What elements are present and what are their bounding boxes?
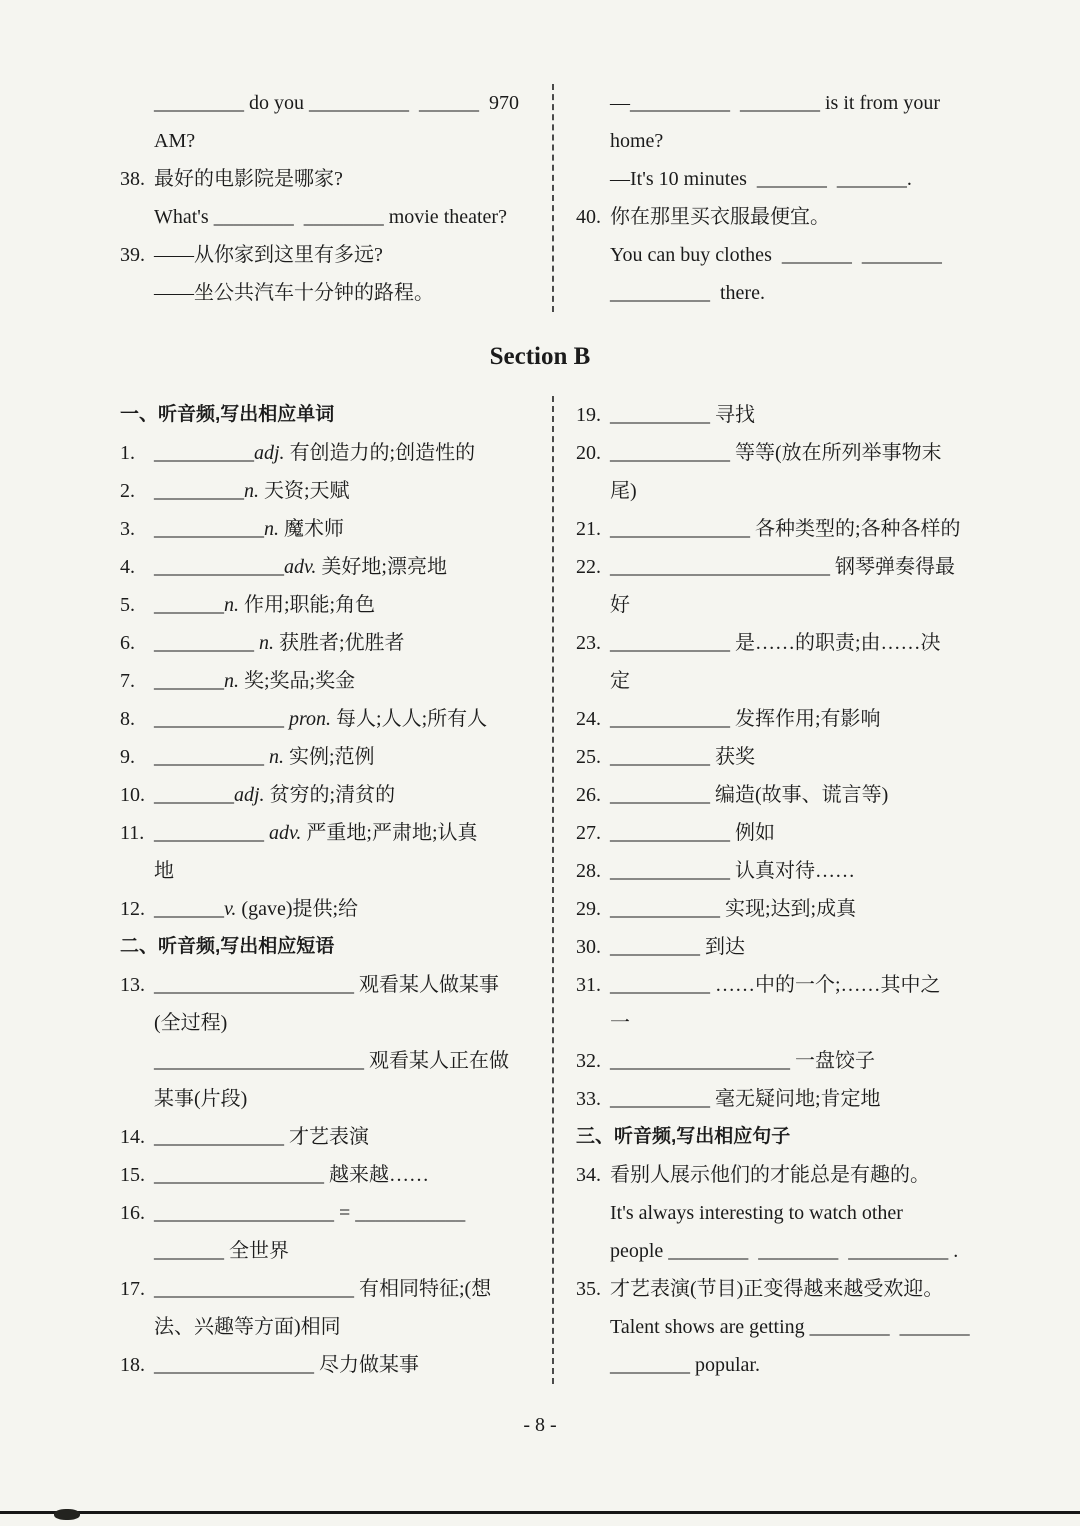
item-line: [576, 890, 992, 928]
item-line: [576, 434, 992, 472]
text-segment: (全过程): [154, 1012, 228, 1034]
item-line: [576, 700, 992, 738]
exercise-item: [576, 84, 992, 160]
section-b-left-column: [120, 396, 552, 1384]
exercise-item: [120, 776, 536, 814]
part-of-speech-label: adj.: [234, 784, 265, 806]
item-number: 15.: [120, 1164, 145, 1186]
item-line: [576, 738, 992, 776]
text-segment: ____________________ 有相同特征;(想: [154, 1278, 492, 1300]
item-line: [576, 84, 992, 122]
text-segment: 严重地;严肃地;认真: [301, 822, 478, 844]
exercise-item: [120, 966, 536, 1118]
text-segment: 最好的电影院是哪家?: [154, 168, 343, 190]
exercise-item: [576, 1156, 992, 1270]
exercise-item: [576, 814, 992, 852]
exercise-item: [576, 396, 992, 434]
item-line: [576, 1270, 992, 1308]
item-line: [120, 236, 536, 274]
exercise-item: [576, 700, 992, 738]
item-line: [120, 776, 536, 814]
item-number: 40.: [576, 206, 601, 228]
part-of-speech-label: n.: [244, 480, 259, 502]
exercise-item: [576, 890, 992, 928]
exercise-item: [576, 548, 992, 624]
part-of-speech-label: adj.: [254, 442, 285, 464]
text-segment: 实例;范例: [284, 746, 375, 768]
text-segment: ——坐公共汽车十分钟的路程。: [154, 282, 434, 304]
item-number: 5.: [120, 594, 135, 616]
item-line: [120, 624, 536, 662]
item-line: [576, 1118, 992, 1156]
item-continuation-line: [576, 1346, 992, 1384]
part-of-speech-label: adv.: [269, 822, 302, 844]
item-number: 34.: [576, 1164, 601, 1186]
exercise-item: [576, 1080, 992, 1118]
text-segment: ____________ 发挥作用;有影响: [610, 708, 881, 730]
text-segment: __________ 寻找: [610, 404, 755, 426]
item-line: [120, 1346, 536, 1384]
exercise-item: [576, 1042, 992, 1080]
item-number: 21.: [576, 518, 601, 540]
text-segment: 三、听音频,写出相应句子: [576, 1126, 791, 1147]
part-of-speech-label: n.: [264, 518, 279, 540]
text-segment: __________ there.: [610, 282, 765, 304]
item-continuation-line: [576, 1308, 992, 1346]
item-number: 30.: [576, 936, 601, 958]
text-segment: 奖;奖品;奖金: [239, 670, 356, 692]
item-line: [120, 928, 536, 966]
item-continuation-line: [120, 122, 536, 160]
section-b-right-column: [554, 396, 992, 1384]
item-continuation-line: [576, 1194, 992, 1232]
item-line: [576, 198, 992, 236]
exercise-item: [120, 700, 536, 738]
text-segment: ____________________ 观看某人做某事: [154, 974, 499, 996]
text-segment: (gave)提供;给: [236, 898, 359, 920]
text-segment: —__________ ________ is it from your: [610, 92, 940, 114]
text-segment: _______: [154, 898, 224, 920]
text-segment: 天资;天赋: [259, 480, 350, 502]
item-number: 13.: [120, 974, 145, 996]
page-number: - 8 -: [523, 1414, 557, 1436]
exercise-item: [120, 510, 536, 548]
exercise-item: [120, 890, 536, 928]
item-number: 38.: [120, 168, 145, 190]
text-segment: __________: [154, 442, 254, 464]
exercise-item: [576, 966, 992, 1042]
item-line: [576, 548, 992, 586]
exercise-item: [120, 586, 536, 624]
item-number: 8.: [120, 708, 135, 730]
item-number: 18.: [120, 1354, 145, 1376]
item-continuation-line: [120, 1308, 536, 1346]
item-line: [120, 966, 536, 1004]
text-segment: ______________ 各种类型的;各种各样的: [610, 518, 961, 540]
exercise-item: [120, 548, 536, 586]
text-segment: _________ 到达: [610, 936, 745, 958]
exercise-item: [120, 84, 536, 160]
item-continuation-line: [576, 122, 992, 160]
text-segment: 尾): [610, 480, 637, 502]
text-segment: You can buy clothes _______ ________: [610, 244, 942, 266]
item-line: [576, 776, 992, 814]
exercise-item: [120, 1118, 536, 1156]
subsection-heading: [120, 928, 536, 966]
text-segment: ___________: [154, 518, 264, 540]
text-segment: AM?: [154, 130, 196, 152]
part-of-speech-label: n.: [259, 632, 274, 654]
item-number: 29.: [576, 898, 601, 920]
item-number: 6.: [120, 632, 135, 654]
text-segment: ——从你家到这里有多远?: [154, 244, 383, 266]
exercise-item: [576, 198, 992, 312]
item-number: 35.: [576, 1278, 601, 1300]
item-continuation-line: [120, 274, 536, 312]
text-segment: _____________: [154, 708, 289, 730]
top-left-column: [120, 84, 552, 312]
scan-edge-artifact: [0, 1511, 1080, 1514]
item-number: 19.: [576, 404, 601, 426]
text-segment: ________ popular.: [610, 1354, 760, 1376]
text-segment: ___________: [154, 746, 269, 768]
subsection-heading: [120, 396, 536, 434]
item-continuation-line: [576, 662, 992, 700]
item-number: 10.: [120, 784, 145, 806]
item-number: 4.: [120, 556, 135, 578]
item-line: [120, 1118, 536, 1156]
part-of-speech-label: v.: [224, 898, 237, 920]
text-segment: 作用;职能;角色: [239, 594, 376, 616]
exercise-item: [120, 624, 536, 662]
item-line: [120, 662, 536, 700]
item-number: 25.: [576, 746, 601, 768]
item-line: [120, 472, 536, 510]
item-line: [120, 396, 536, 434]
exercise-item: [576, 624, 992, 700]
item-line: [120, 890, 536, 928]
text-segment: _________________ 越来越……: [154, 1164, 429, 1186]
item-line: [120, 586, 536, 624]
item-line: [576, 624, 992, 662]
text-segment: _______ 全世界: [154, 1240, 289, 1262]
text-segment: __________________ = ___________: [154, 1202, 466, 1224]
item-number: 26.: [576, 784, 601, 806]
text-segment: _____________ 才艺表演: [154, 1126, 369, 1148]
text-segment: What's ________ ________ movie theater?: [154, 206, 507, 228]
part-of-speech-label: n.: [224, 594, 239, 616]
item-number: 28.: [576, 860, 601, 882]
exercise-item: [576, 738, 992, 776]
item-number: 17.: [120, 1278, 145, 1300]
item-line: [576, 1156, 992, 1194]
text-segment: home?: [610, 130, 664, 152]
item-line: [576, 966, 992, 1004]
item-line: [120, 84, 536, 122]
exercise-item: [120, 236, 536, 312]
item-line: [576, 510, 992, 548]
item-continuation-line: [120, 852, 536, 890]
item-line: [120, 160, 536, 198]
exercise-item: [120, 472, 536, 510]
exercise-item: [120, 160, 536, 236]
text-segment: 获胜者;优胜者: [274, 632, 405, 654]
part-of-speech-label: pron.: [289, 708, 332, 730]
item-line: [576, 1080, 992, 1118]
item-line: [576, 852, 992, 890]
item-line: [576, 1042, 992, 1080]
item-number: 2.: [120, 480, 135, 502]
exercise-item: [576, 852, 992, 890]
exercise-item: [120, 1194, 536, 1270]
exercise-item: [576, 510, 992, 548]
top-exercise-section: [120, 84, 992, 312]
text-segment: ____________ 等等(放在所列举事物末: [610, 442, 942, 464]
text-segment: 一、听音频,写出相应单词: [120, 404, 335, 425]
scan-smudge-artifact: [54, 1509, 80, 1520]
item-number: 16.: [120, 1202, 145, 1224]
item-continuation-line: [576, 274, 992, 312]
item-continuation-line: [120, 1042, 536, 1080]
text-segment: It's always interesting to watch other: [610, 1202, 903, 1224]
text-segment: Talent shows are getting ________ _______: [610, 1316, 970, 1338]
exercise-item: [576, 1270, 992, 1384]
exercise-item: [120, 434, 536, 472]
text-segment: 好: [610, 594, 630, 616]
item-number: 22.: [576, 556, 601, 578]
text-segment: 你在那里买衣服最便宜。: [610, 206, 830, 228]
text-segment: ________________ 尽力做某事: [154, 1354, 419, 1376]
text-segment: 定: [610, 670, 630, 692]
text-segment: __________________ 一盘饺子: [610, 1050, 875, 1072]
text-segment: _______: [154, 594, 224, 616]
item-continuation-line: [576, 1004, 992, 1042]
item-line: [120, 510, 536, 548]
exercise-item: [120, 662, 536, 700]
item-line: [120, 1270, 536, 1308]
text-segment: ____________ 例如: [610, 822, 775, 844]
item-line: [120, 548, 536, 586]
text-segment: 二、听音频,写出相应短语: [120, 936, 335, 957]
text-segment: __________: [154, 632, 259, 654]
text-segment: 法、兴趣等方面)相同: [154, 1316, 341, 1338]
text-segment: 每人;人人;所有人: [331, 708, 488, 730]
item-line: [576, 814, 992, 852]
item-number: 32.: [576, 1050, 601, 1072]
item-continuation-line: [576, 586, 992, 624]
item-continuation-line: [120, 1004, 536, 1042]
text-segment: _____________: [154, 556, 284, 578]
exercise-item: [120, 814, 536, 890]
text-segment: —It's 10 minutes _______ _______.: [610, 168, 912, 190]
text-segment: _________: [154, 480, 244, 502]
text-segment: 一: [610, 1012, 630, 1034]
exercise-item: [576, 928, 992, 966]
item-number: 1.: [120, 442, 135, 464]
text-segment: __________ ……中的一个;……其中之: [610, 974, 941, 996]
exercise-item: [120, 1270, 536, 1346]
text-segment: _______: [154, 670, 224, 692]
item-number: 33.: [576, 1088, 601, 1110]
text-segment: __________ 毫无疑问地;肯定地: [610, 1088, 881, 1110]
item-continuation-line: [120, 1080, 536, 1118]
text-segment: _____________________ 观看某人正在做: [154, 1050, 509, 1072]
text-segment: 地: [154, 860, 174, 882]
item-line: [576, 928, 992, 966]
item-line: [576, 396, 992, 434]
item-line: [120, 1156, 536, 1194]
item-number: 12.: [120, 898, 145, 920]
item-number: 27.: [576, 822, 601, 844]
item-line: [120, 434, 536, 472]
exercise-item: [120, 738, 536, 776]
part-of-speech-label: n.: [224, 670, 239, 692]
item-line: [120, 738, 536, 776]
exercise-item: [576, 434, 992, 510]
item-continuation-line: [120, 198, 536, 236]
text-segment: ___________: [154, 822, 269, 844]
text-segment: 某事(片段): [154, 1088, 248, 1110]
item-number: 20.: [576, 442, 601, 464]
text-segment: 看别人展示他们的才能总是有趣的。: [610, 1164, 930, 1186]
item-continuation-line: [576, 236, 992, 274]
item-line: [576, 160, 992, 198]
exercise-item: [576, 160, 992, 198]
exercise-item: [120, 1156, 536, 1194]
text-segment: 魔术师: [279, 518, 344, 540]
item-number: 24.: [576, 708, 601, 730]
item-number: 11.: [120, 822, 145, 844]
item-line: [120, 700, 536, 738]
item-number: 9.: [120, 746, 135, 768]
text-segment: ______________________ 钢琴弹奏得最: [610, 556, 955, 578]
item-continuation-line: [576, 472, 992, 510]
text-segment: ___________ 实现;达到;成真: [610, 898, 857, 920]
item-line: [120, 814, 536, 852]
top-right-column: [554, 84, 992, 312]
item-number: 3.: [120, 518, 135, 540]
text-segment: 有创造力的;创造性的: [284, 442, 476, 464]
text-segment: __________ 编造(故事、谎言等): [610, 784, 889, 806]
item-continuation-line: [120, 1232, 536, 1270]
text-segment: 贫穷的;清贫的: [264, 784, 396, 806]
text-segment: __________ 获奖: [610, 746, 755, 768]
item-number: 31.: [576, 974, 601, 996]
text-segment: 才艺表演(节目)正变得越来越受欢迎。: [610, 1278, 944, 1300]
subsection-heading: [576, 1118, 992, 1156]
part-of-speech-label: adv.: [284, 556, 317, 578]
section-b-exercise-section: [120, 396, 992, 1384]
item-number: 7.: [120, 670, 135, 692]
item-line: [120, 1194, 536, 1232]
exercise-item: [120, 1346, 536, 1384]
part-of-speech-label: n.: [269, 746, 284, 768]
text-segment: ____________ 认真对待……: [610, 860, 855, 882]
section-b-title: Section B: [489, 343, 591, 370]
item-number: 14.: [120, 1126, 145, 1148]
text-segment: 美好地;漂亮地: [316, 556, 447, 578]
text-segment: _________ do you __________ ______ 970: [154, 92, 519, 114]
item-number: 39.: [120, 244, 145, 266]
item-continuation-line: [576, 1232, 992, 1270]
text-segment: people ________ ________ __________ .: [610, 1240, 959, 1262]
text-segment: ____________ 是……的职责;由……决: [610, 632, 941, 654]
item-number: 23.: [576, 632, 601, 654]
exercise-item: [576, 776, 992, 814]
text-segment: ________: [154, 784, 234, 806]
